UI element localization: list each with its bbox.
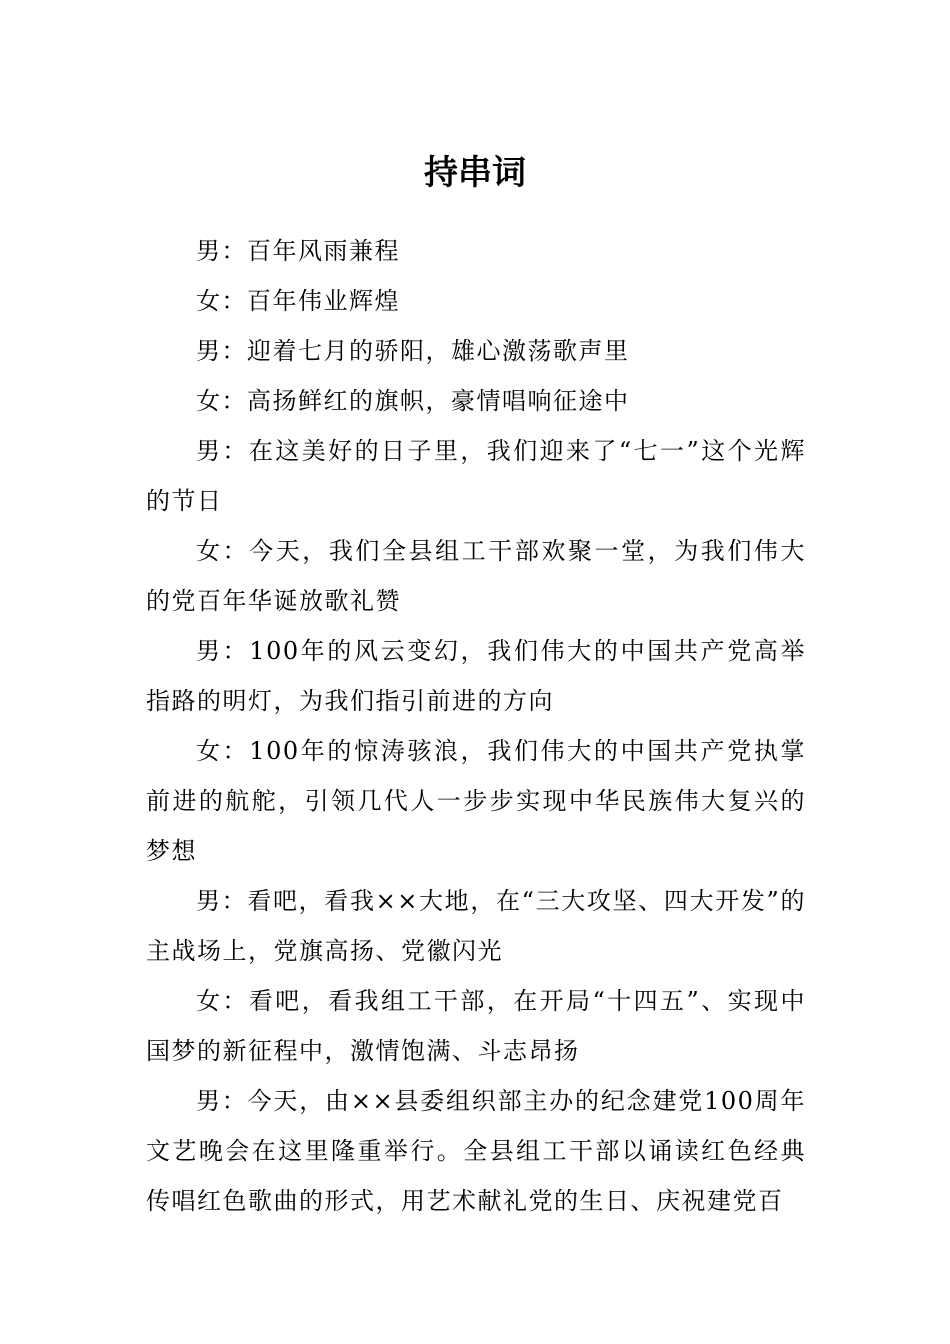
paragraph: 女：看吧，看我组工干部，在开局“十四五”、实现中国梦的新征程中，激情饱满、斗志昂扬 xyxy=(146,987,806,1065)
paragraph: 男：在这美好的日子里，我们迎来了“七一”这个光辉的节日 xyxy=(146,437,806,515)
paragraph: 男：迎着七月的骄阳，雄心激荡歌声里 xyxy=(196,337,630,365)
document-title: 持串词 xyxy=(424,153,526,193)
paragraph: 女：高扬鲜红的旗帜，豪情唱响征途中 xyxy=(196,387,630,415)
paragraph: 女：今天，我们全县组工干部欢聚一堂，为我们伟大的党百年华诞放歌礼赞 xyxy=(146,537,806,615)
paragraph: 男：100年的风云变幻，我们伟大的中国共产党高举指路的明灯，为我们指引前进的方向 xyxy=(146,637,806,715)
document-body xyxy=(146,226,806,1226)
paragraph: 男：今天，由××县委组织部主办的纪念建党100周年文艺晚会在这里隆重举行。全县组工干部以诵读红色经典传唱红色歌曲的形式，用艺术献礼党的生日、庆祝建党百 xyxy=(146,1087,806,1215)
paragraph: 男：看吧，看我××大地，在“三大攻坚、四大开发”的主战场上，党旗高扬、党徽闪光 xyxy=(146,887,806,965)
paragraph: 女：100年的惊涛骇浪，我们伟大的中国共产党执掌前进的航舵，引领几代人一步步实现中华民族伟大复兴的梦想 xyxy=(146,737,806,865)
paragraph: 男：百年风雨兼程 xyxy=(196,237,400,265)
paragraph: 女：百年伟业辉煌 xyxy=(196,287,400,315)
